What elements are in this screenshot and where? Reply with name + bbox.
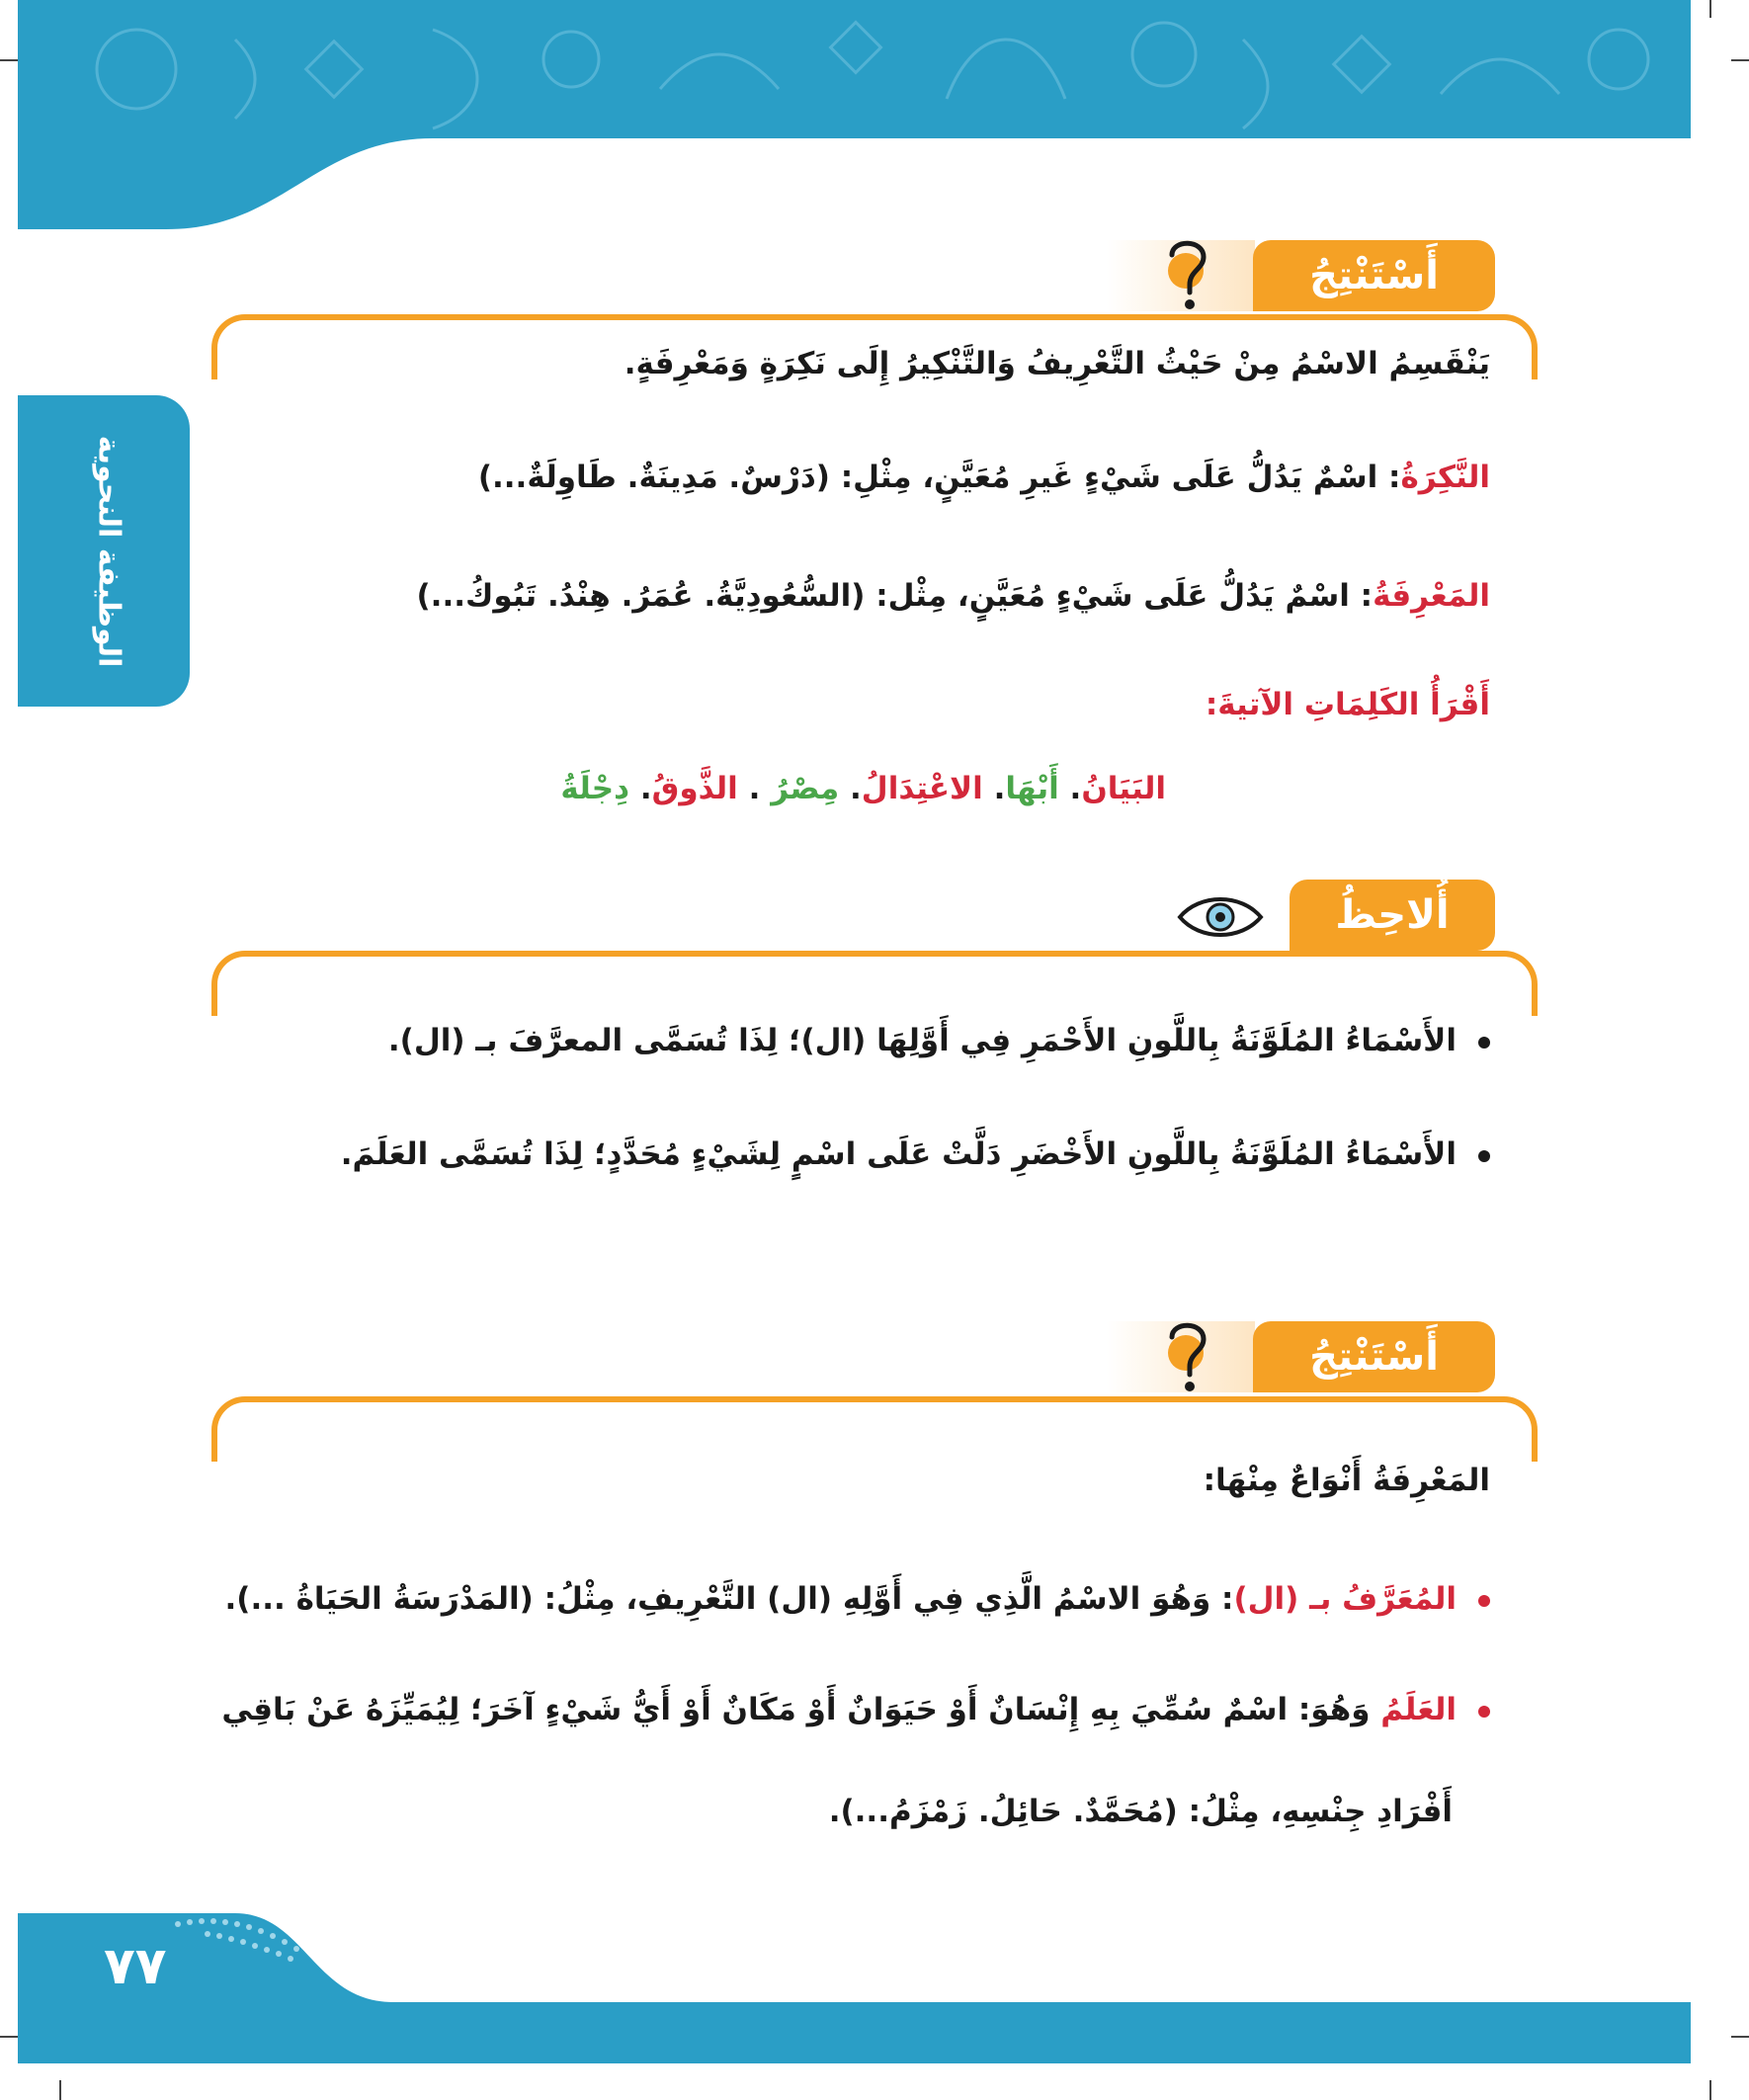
word-item: دِجْلَةُ bbox=[560, 771, 630, 806]
types-bullet-2-cont: أَفْرَادِ جِنْسِهِ، مِثْلُ: (مُحَمَّدٌ. حَائِلُ. زَمْزَمُ...). bbox=[828, 1794, 1453, 1829]
word-item: الاعْتِدَالُ bbox=[861, 771, 983, 806]
bullet-dot bbox=[1478, 1595, 1490, 1607]
bullet-text: الأَسْمَاءُ المُلَوَّنَةُ بِاللَّونِ الأَخْضَرِ دَلَّتْ عَلَى اسْمٍ لِشَيْءٍ مُحَدَّدٍ؛ لِذَا تُسَمَّى العَلَمَ. bbox=[340, 1136, 1457, 1172]
crop-mark bbox=[0, 59, 18, 61]
nakira-def: : اسْمٌ يَدُلُّ عَلَى شَيْءٍ غَيرِ مُعَيَّنٍ، مِثْلِ: (دَرْسٌ. مَدِينَةٌ. طَاوِلَةٌ...) bbox=[477, 460, 1401, 495]
word-item: البَيَانُ bbox=[1081, 771, 1166, 806]
bullet-dot bbox=[1478, 1706, 1490, 1718]
question-mark-icon bbox=[1164, 1317, 1211, 1400]
word-item: الذَّوقُ bbox=[651, 771, 738, 806]
intro-text: يَنْقَسِمُ الاسْمُ مِنْ حَيْثُ التَّعْرِيفُ وَالتَّنْكِيرُ إِلَى نَكِرَةٍ وَمَعْرِفَةٍ. bbox=[624, 346, 1490, 381]
marifa-definition bbox=[417, 578, 1490, 614]
word-list: البَيَانُ. أَبْهَا. الاعْتِدَالُ. مِصْرُ . الذَّوقُ. دِجْلَةُ bbox=[560, 771, 1166, 806]
word-item: أَبْهَا bbox=[1005, 771, 1059, 806]
section-label-observe: أُلاحِظُ bbox=[1290, 880, 1495, 951]
question-mark-icon bbox=[1164, 235, 1211, 318]
section-label-conclude: أَسْتَنْتِجُ bbox=[1253, 240, 1495, 311]
crop-mark bbox=[1731, 2036, 1749, 2038]
marifa-types-intro: المَعْرِفَةُ أَنْوَاعٌ مِنْهَا: bbox=[1203, 1463, 1490, 1498]
crop-mark bbox=[59, 2080, 61, 2100]
bullet-dot bbox=[1478, 1150, 1490, 1162]
crop-mark bbox=[1731, 59, 1749, 61]
nakira-definition bbox=[478, 460, 1490, 495]
word-item: مِصْرُ bbox=[771, 771, 840, 806]
bullet-text: الأَسْمَاءُ المُلَوَّنَةُ بِاللَّونِ الأَحْمَرِ فِي أَوَّلِهَا (ال)؛ لِذَا تُسَمَّى المعرَّفَ بـ (ال). bbox=[387, 1023, 1457, 1058]
observe-bullet-2 bbox=[341, 1136, 1490, 1172]
marifa-def: : اسْمٌ يَدُلُّ عَلَى شَيْءٍ مُعَيَّنٍ، مِثْل: (السُّعُودِيَّةُ. عُمَرُ. هِنْدُ. تَبُوكُ...) bbox=[416, 578, 1374, 614]
crop-mark bbox=[0, 2036, 18, 2038]
type-def: : وَهُوَ الاسْمُ الَّذِي فِي أَوَّلِهِ (ال) التَّعْرِيفِ، مِثْلُ: (المَدْرَسَةُ الحَيَاةُ ...). bbox=[224, 1581, 1234, 1617]
types-bullet-1 bbox=[225, 1581, 1490, 1617]
observe-bullet-1 bbox=[388, 1023, 1490, 1058]
type-def: وَهُوَ: اسْمٌ سُمِّيَ بِهِ إِنْسَانٌ أَوْ حَيَوَانٌ أَوْ مَكَانٌ أَوْ أَيُّ شَيْءٍ آخَرَ؛ لِيُمَيِّزَهُ عَنْ بَاقِي bbox=[221, 1692, 1381, 1727]
crop-mark bbox=[1709, 0, 1711, 18]
section-frame bbox=[211, 951, 1538, 1016]
page-number: ٧٧ bbox=[104, 1937, 167, 1996]
section-frame bbox=[211, 1396, 1538, 1462]
bullet-dot bbox=[1478, 1037, 1490, 1049]
type-term: العَلَمُ bbox=[1380, 1692, 1457, 1727]
header-band bbox=[18, 0, 1691, 229]
nakira-term: النَّكِرَةُ bbox=[1400, 460, 1490, 495]
marifa-term: المَعْرِفَةُ bbox=[1373, 578, 1490, 614]
ministry-logo-dots bbox=[168, 1912, 316, 2006]
type-term: المُعَرَّفُ بـ (ال) bbox=[1233, 1581, 1457, 1617]
eye-icon bbox=[1176, 889, 1265, 945]
side-tab-label: الوظيفة النحوية bbox=[91, 435, 126, 668]
read-prompt: أَقْرَأُ الكَلِمَاتِ الآتيةَ: bbox=[1205, 687, 1490, 722]
crop-mark bbox=[1709, 2080, 1711, 2100]
section-label-conclude-2: أَسْتَنْتِجُ bbox=[1253, 1321, 1495, 1392]
types-bullet-2 bbox=[221, 1692, 1490, 1727]
